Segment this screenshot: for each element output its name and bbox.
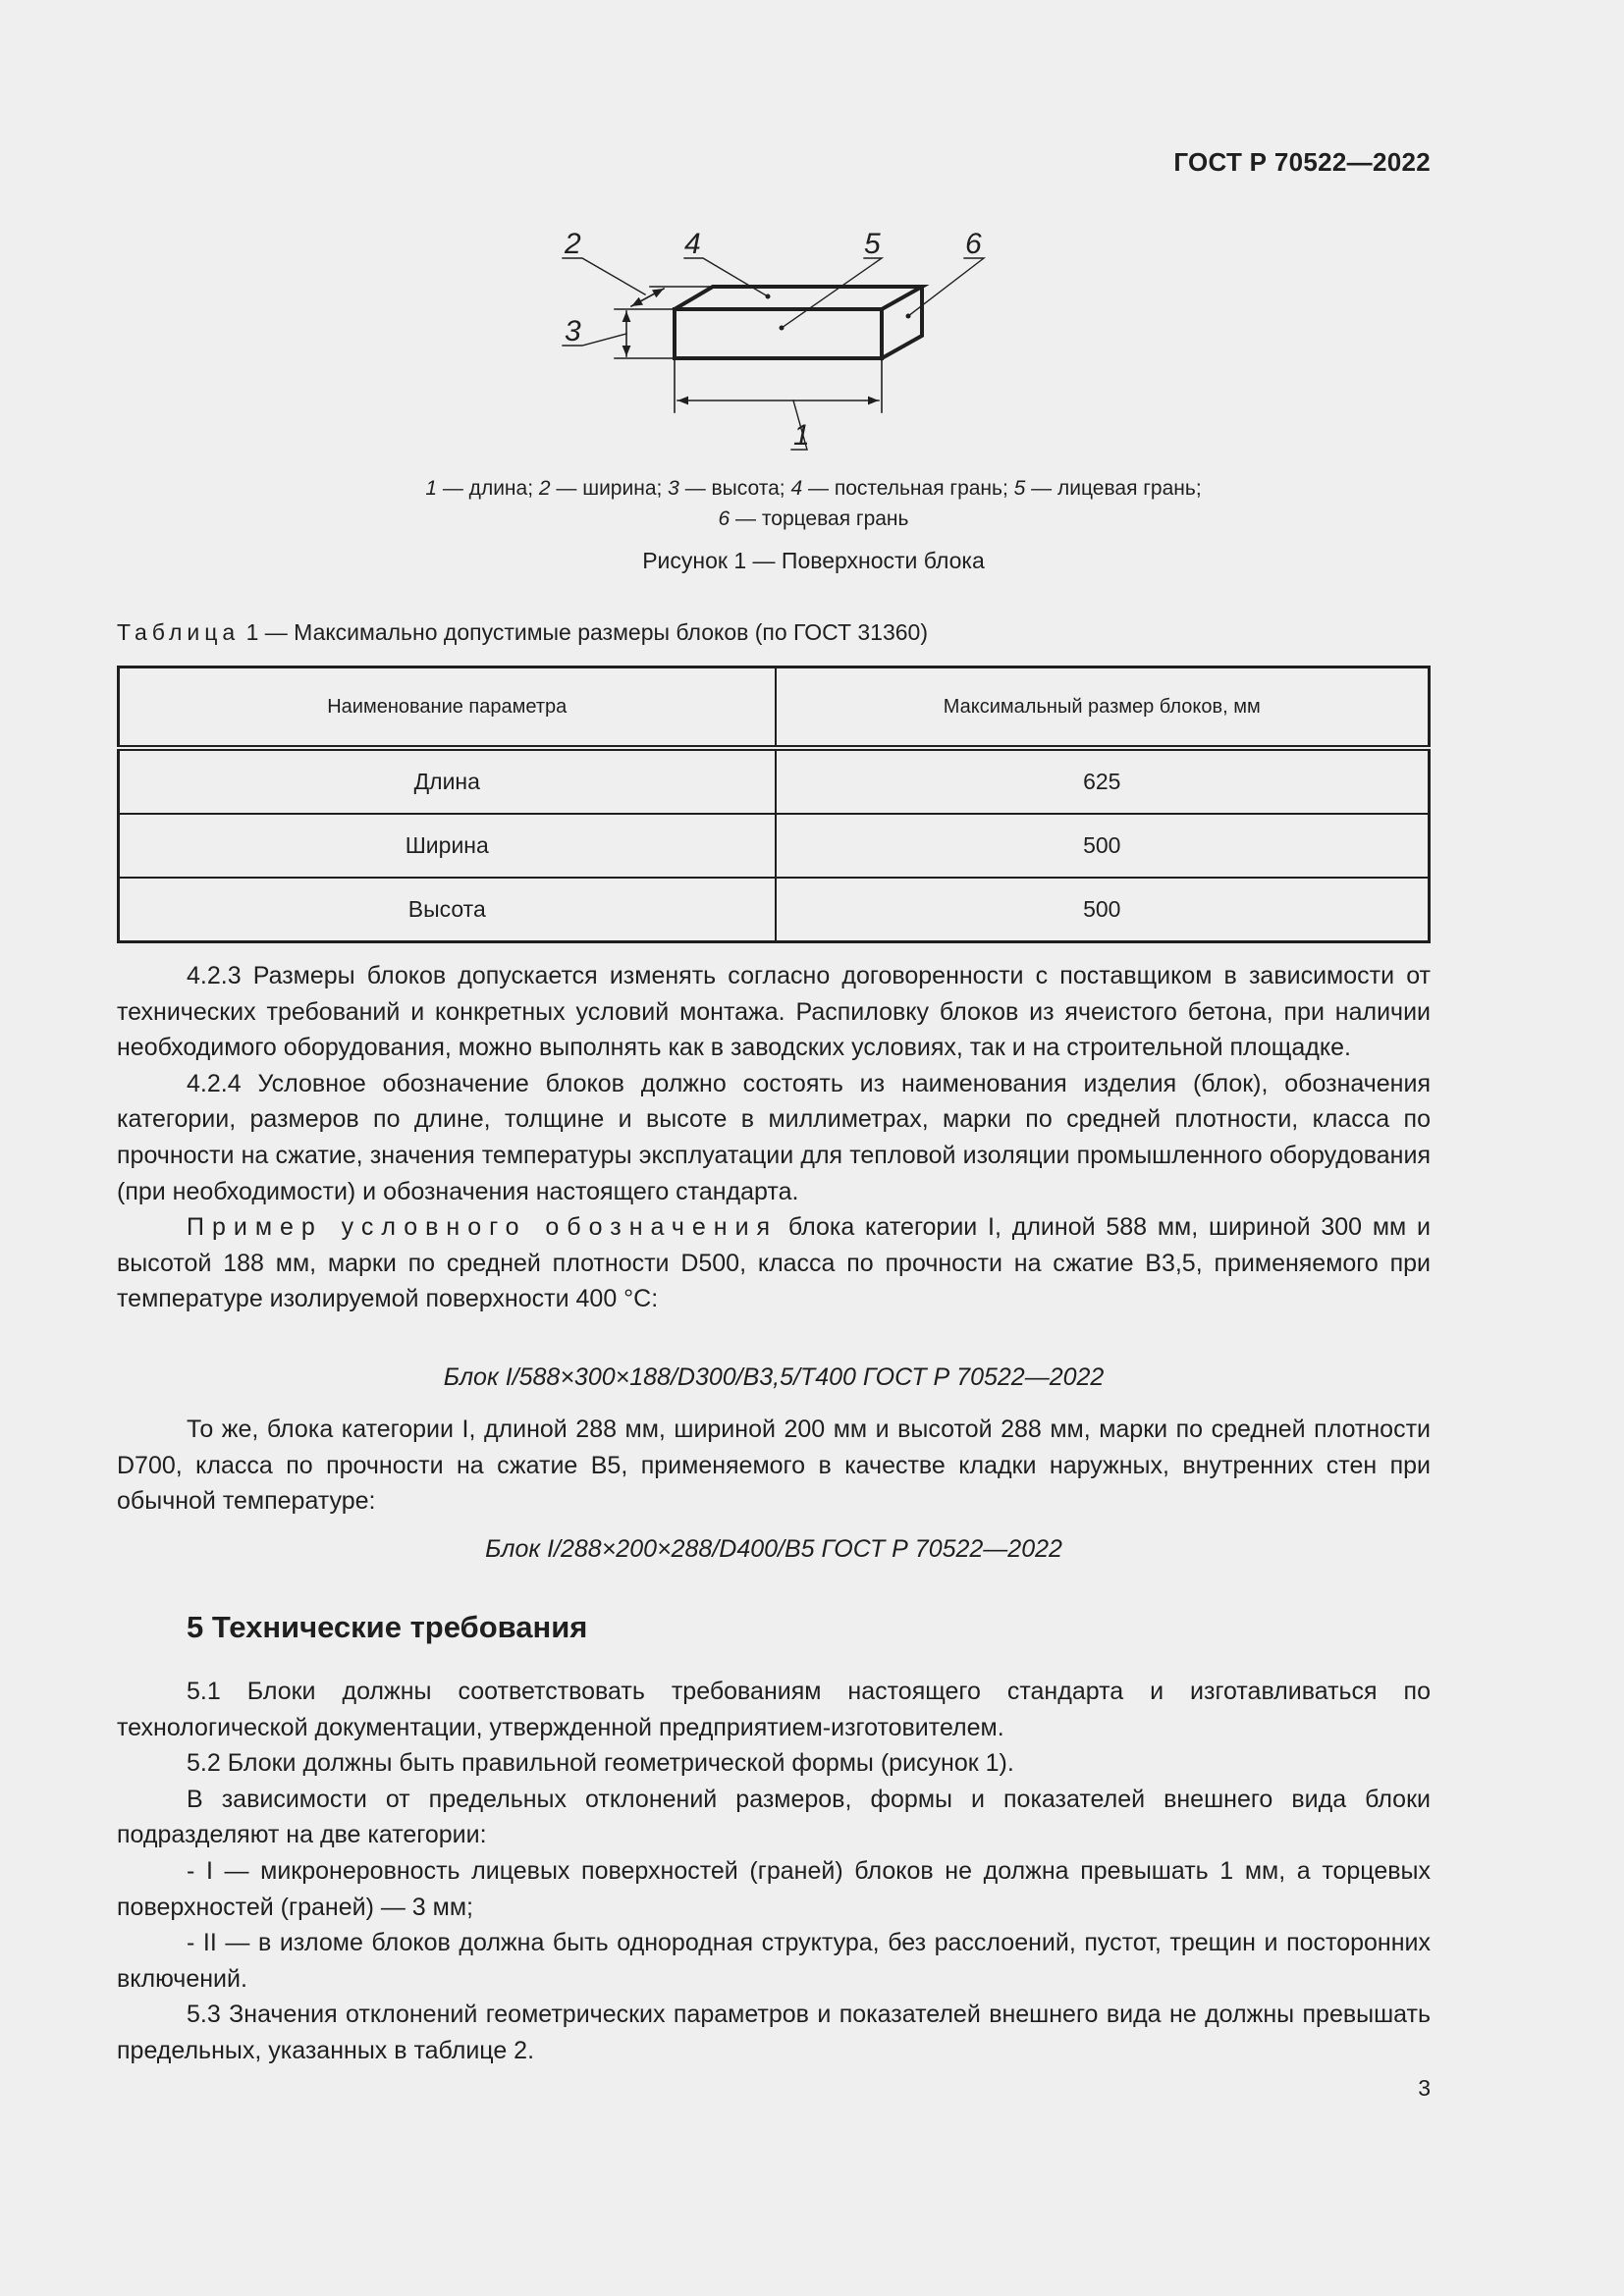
- table-row: [119, 878, 1430, 942]
- cell-parameter: Высота: [119, 878, 776, 942]
- example-designation-2: Блок I/288×200×288/D400/B5 ГОСТ Р 70522—2022: [485, 1535, 1062, 1563]
- paragraph-4-2-3: 4.2.3 Размеры блоков допускается изменять согласно договоренности с поставщиком в зависимости от технических требований и конкретных условий монтажа. Распиловку блоков из ячеистого бетона, при наличии необходимого оборудования, можно выполнять как в заводских условиях, так и на строительной площадке.: [117, 962, 1431, 1062]
- label-3: 3: [565, 315, 581, 347]
- cell-value: 625: [776, 748, 1430, 814]
- cell-value: 500: [776, 814, 1430, 878]
- table-caption: [117, 619, 928, 646]
- category-2-item: - II — в изломе блоков должна быть однородная структура, без расслоений, пустот, трещин и посторонних включений.: [117, 1929, 1431, 1993]
- table-header-row: [119, 667, 1430, 749]
- column-header-max-size: Максимальный размер блоков, мм: [776, 667, 1430, 749]
- legend-text: — длина;: [437, 477, 539, 500]
- block-surfaces-diagram: [550, 218, 1001, 463]
- cell-parameter: Длина: [119, 748, 776, 814]
- legend-text: — высота;: [678, 477, 791, 500]
- legend-num: 4: [790, 477, 803, 500]
- label-5: 5: [864, 228, 881, 260]
- example-label: Пример условного обозначения: [187, 1213, 779, 1242]
- figure-legend: [196, 473, 1431, 534]
- paragraph-4-2-4: 4.2.4 Условное обозначение блоков должно состоять из наименования изделия (блок), обозначения категории, размеров по длине, толщине и высоте в миллиметрах, марки по средней плотности, класса по прочности на сжатие, значения температуры эксплуатации для тепловой изоляции промышленного оборудования (при необходимости) и обозначения настоящего стандарта.: [117, 1069, 1431, 1205]
- section-4-body: [117, 958, 1431, 1317]
- legend-num: 6: [718, 507, 731, 530]
- legend-text: — постельная грань;: [802, 477, 1014, 500]
- legend-num: 1: [425, 477, 438, 500]
- paragraph-5-1: 5.1 Блоки должны соответствовать требованиям настоящего стандарта и изготавливаться по технологической документации, утвержденной предприятием-изготовителем.: [117, 1678, 1431, 1741]
- legend-num: 3: [668, 477, 679, 500]
- label-1: 1: [793, 419, 810, 452]
- block-outline: [675, 287, 922, 358]
- paragraph-example-2: То же, блока категории I, длиной 288 мм, шириной 200 мм и высотой 288 мм, марки по средней плотности D700, класса по прочности на сжатие B5, применяемого в качестве кладки наружных, внутренних стен при обычной температуре:: [117, 1415, 1431, 1516]
- figure-caption: Рисунок 1 — Поверхности блока: [642, 548, 985, 573]
- label-6: 6: [965, 228, 982, 260]
- category-1-item: - I — микронеровность лицевых поверхностей (граней) блоков не должна превышать 1 мм, а торцевых поверхностей (граней) — 3 мм;: [117, 1856, 1431, 1921]
- paragraph-example-1: [117, 1209, 1431, 1317]
- column-header-parameter: Наименование параметра: [119, 667, 776, 749]
- table-caption-prefix: Таблица: [117, 619, 241, 645]
- table-row: [119, 748, 1430, 814]
- legend-line-1: [196, 473, 1431, 504]
- legend-text: — ширина;: [550, 477, 669, 500]
- paragraph-5-3: 5.3 Значения отклонений геометрических параметров и показателей внешнего вида не должны превышать предельных, указанных в таблице 2.: [117, 2001, 1431, 2064]
- table-row: [119, 814, 1430, 878]
- section-5-heading: 5 Технические требования: [187, 1610, 588, 1644]
- section-5-body: [117, 1674, 1431, 2069]
- max-block-sizes-table: [117, 666, 1431, 943]
- page-number: 3: [1418, 2075, 1431, 2101]
- legend-text: — лицевая грань;: [1025, 477, 1202, 500]
- standard-code-header: ГОСТ Р 70522—2022: [1173, 147, 1431, 177]
- table-caption-title: 1 — Максимально допустимые размеры блоков (по ГОСТ 31360): [240, 619, 929, 645]
- legend-line-2: [196, 504, 1431, 534]
- legend-num: 5: [1013, 477, 1026, 500]
- section-4-body-cont: [117, 1412, 1431, 1520]
- cell-value: 500: [776, 878, 1430, 942]
- paragraph-5-2: 5.2 Блоки должны быть правильной геометрической формы (рисунок 1).: [187, 1749, 1014, 1778]
- label-4: 4: [684, 228, 701, 260]
- legend-num: 2: [538, 477, 551, 500]
- paragraph-5-2-categories: В зависимости от предельных отклонений размеров, формы и показателей внешнего вида блоки подразделяют на две категории:: [117, 1785, 1431, 1849]
- example-text: блока категории I, длиной 588 мм, шириной 300 мм и высотой 188 мм, марки по средней плотности D500, класса по прочности на сжатие B3,5, применяемого при температуре изолируемой поверхности 400 °С:: [117, 1213, 1431, 1313]
- label-2: 2: [565, 228, 581, 260]
- example-designation-1: Блок I/588×300×188/D300/B3,5/T400 ГОСТ Р 70522—2022: [443, 1363, 1105, 1391]
- cell-parameter: Ширина: [119, 814, 776, 878]
- legend-text: — торцевая грань: [730, 507, 909, 530]
